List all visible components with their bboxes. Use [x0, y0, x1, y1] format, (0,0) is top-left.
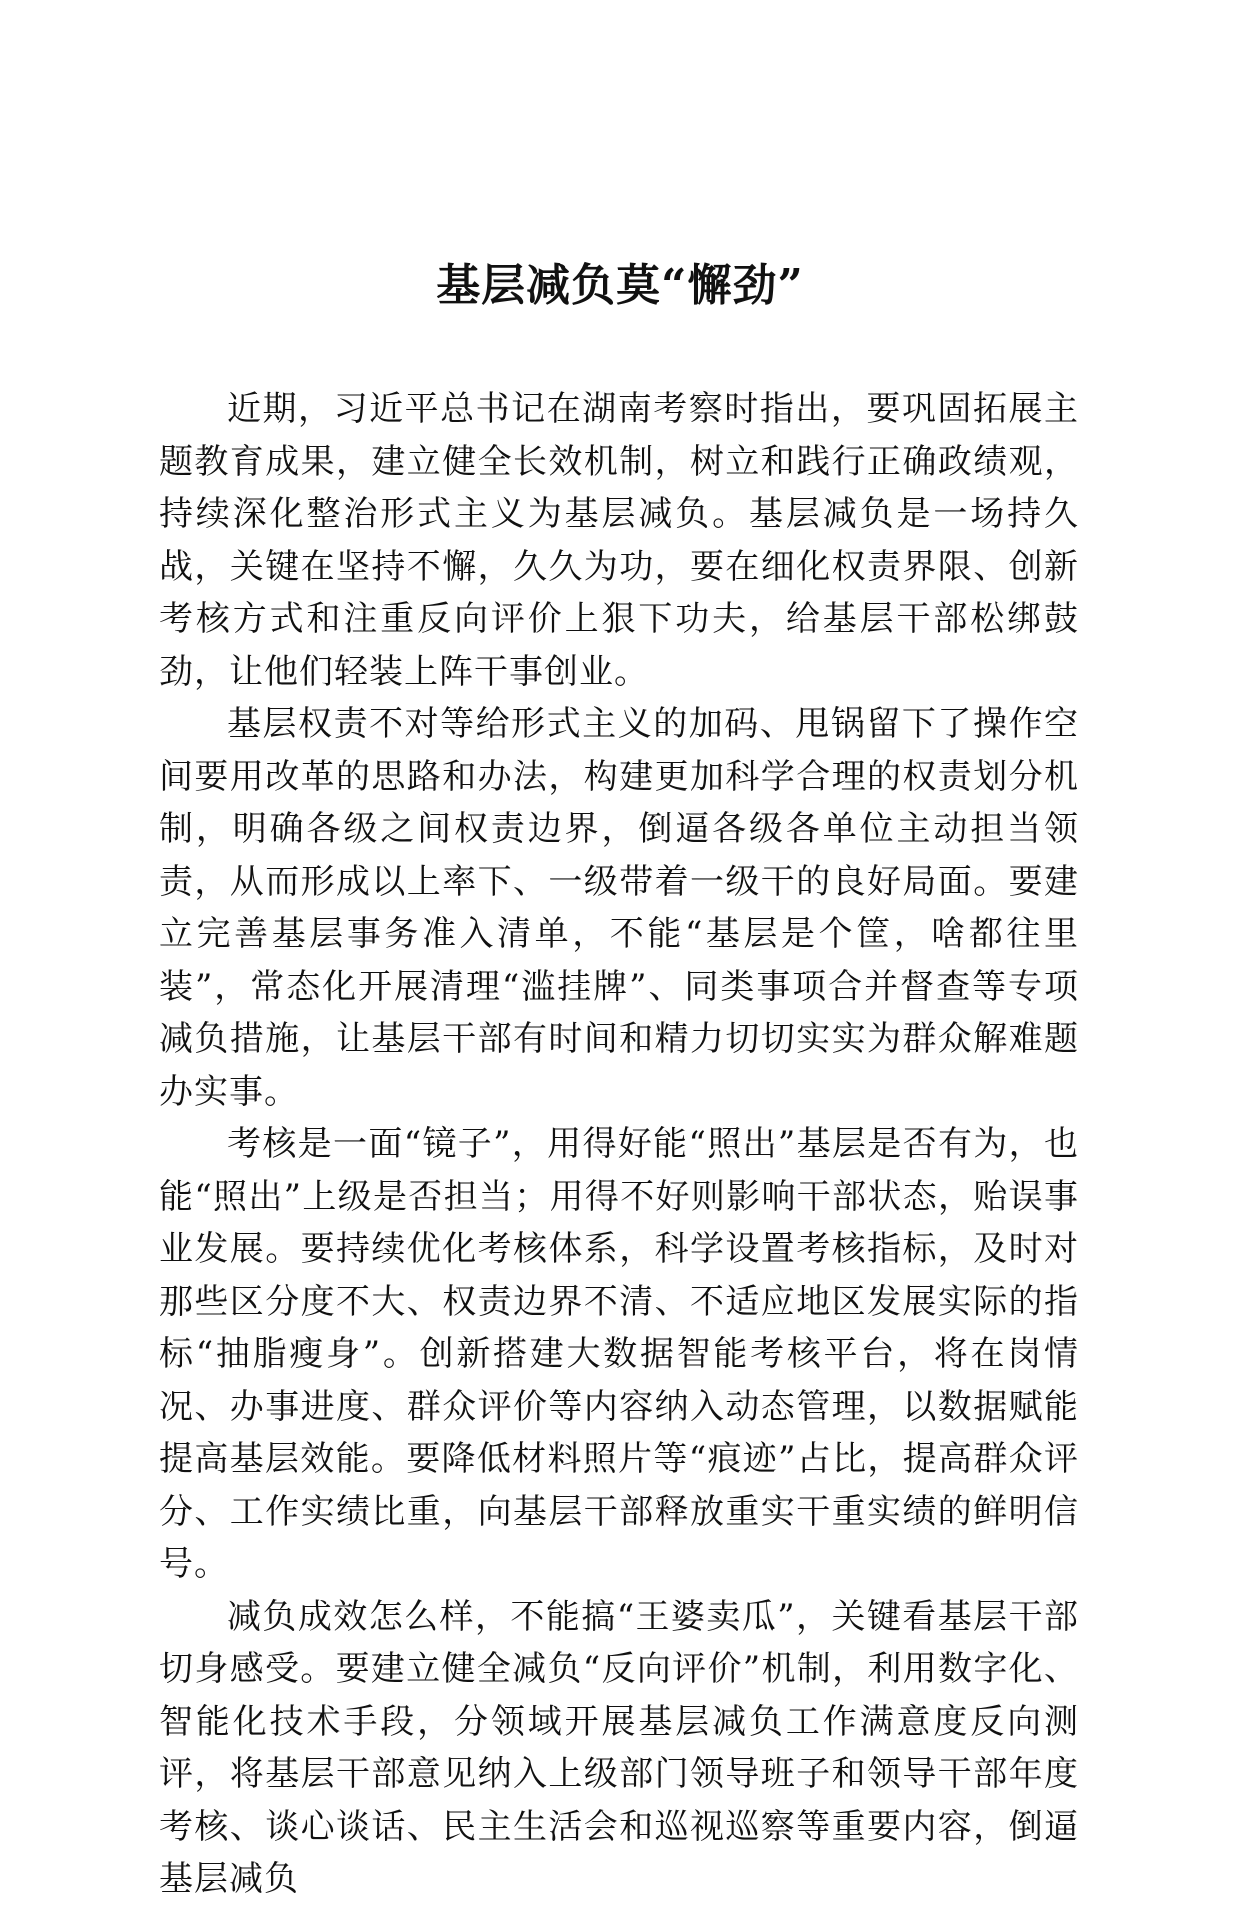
paragraph-2: 基层权责不对等给形式主义的加码、甩锅留下了操作空间要用改革的思路和办法，构建更加科学合理的权责划分机制，明确各级之间权责边界，倒逼各级各单位主动担当领责，从而形成以上率下、一级带着一级干的良好局面。要建立完善基层事务准入清单，不能“基层是个筐，啥都往里装”，常态化开展清理“滥挂牌”、同类事项合并督查等专项减负措施，让基层干部有时间和精力切切实实为群众解难题办实事。 [159, 704, 1079, 1112]
document-title: 基层减负莫“懈劲” [436, 260, 804, 311]
paragraph-1: 近期，习近平总书记在湖南考察时指出，要巩固拓展主题教育成果，建立健全长效机制，树立和践行正确政绩观，持续深化整治形式主义为基层减负。基层减负是一场持久战，关键在坚持不懈，久久为功，要在细化权责界限、创新考核方式和注重反向评价上狠下功夫，给基层干部松绑鼓劲，让他们轻装上阵干事创业。 [159, 389, 1079, 692]
paragraph-4: 减负成效怎么样，不能搞“王婆卖瓜”，关键看基层干部切身感受。要建立健全减负“反向评价”机制，利用数字化、智能化技术手段，分领域开展基层减负工作满意度反向测评，将基层干部意见纳入上级部门领导班子和领导干部年度考核、谈心谈话、民主生活会和巡视巡察等重要内容，倒逼基层减负 [159, 1596, 1079, 1899]
document-body [159, 383, 1079, 1906]
paragraph-3: 考核是一面“镜子”，用得好能“照出”基层是否有为，也能“照出”上级是否担当；用得不好则影响干部状态，贻误事业发展。要持续优化考核体系，科学设置考核指标，及时对那些区分度不大、权责边界不清、不适应地区发展实际的指标“抽脂瘦身”。创新搭建大数据智能考核平台，将在岗情况、办事进度、群众评价等内容纳入动态管理，以数据赋能提高基层效能。要降低材料照片等“痕迹”占比，提高群众评分、工作实绩比重，向基层干部释放重实干重实绩的鲜明信号。 [159, 1124, 1079, 1584]
